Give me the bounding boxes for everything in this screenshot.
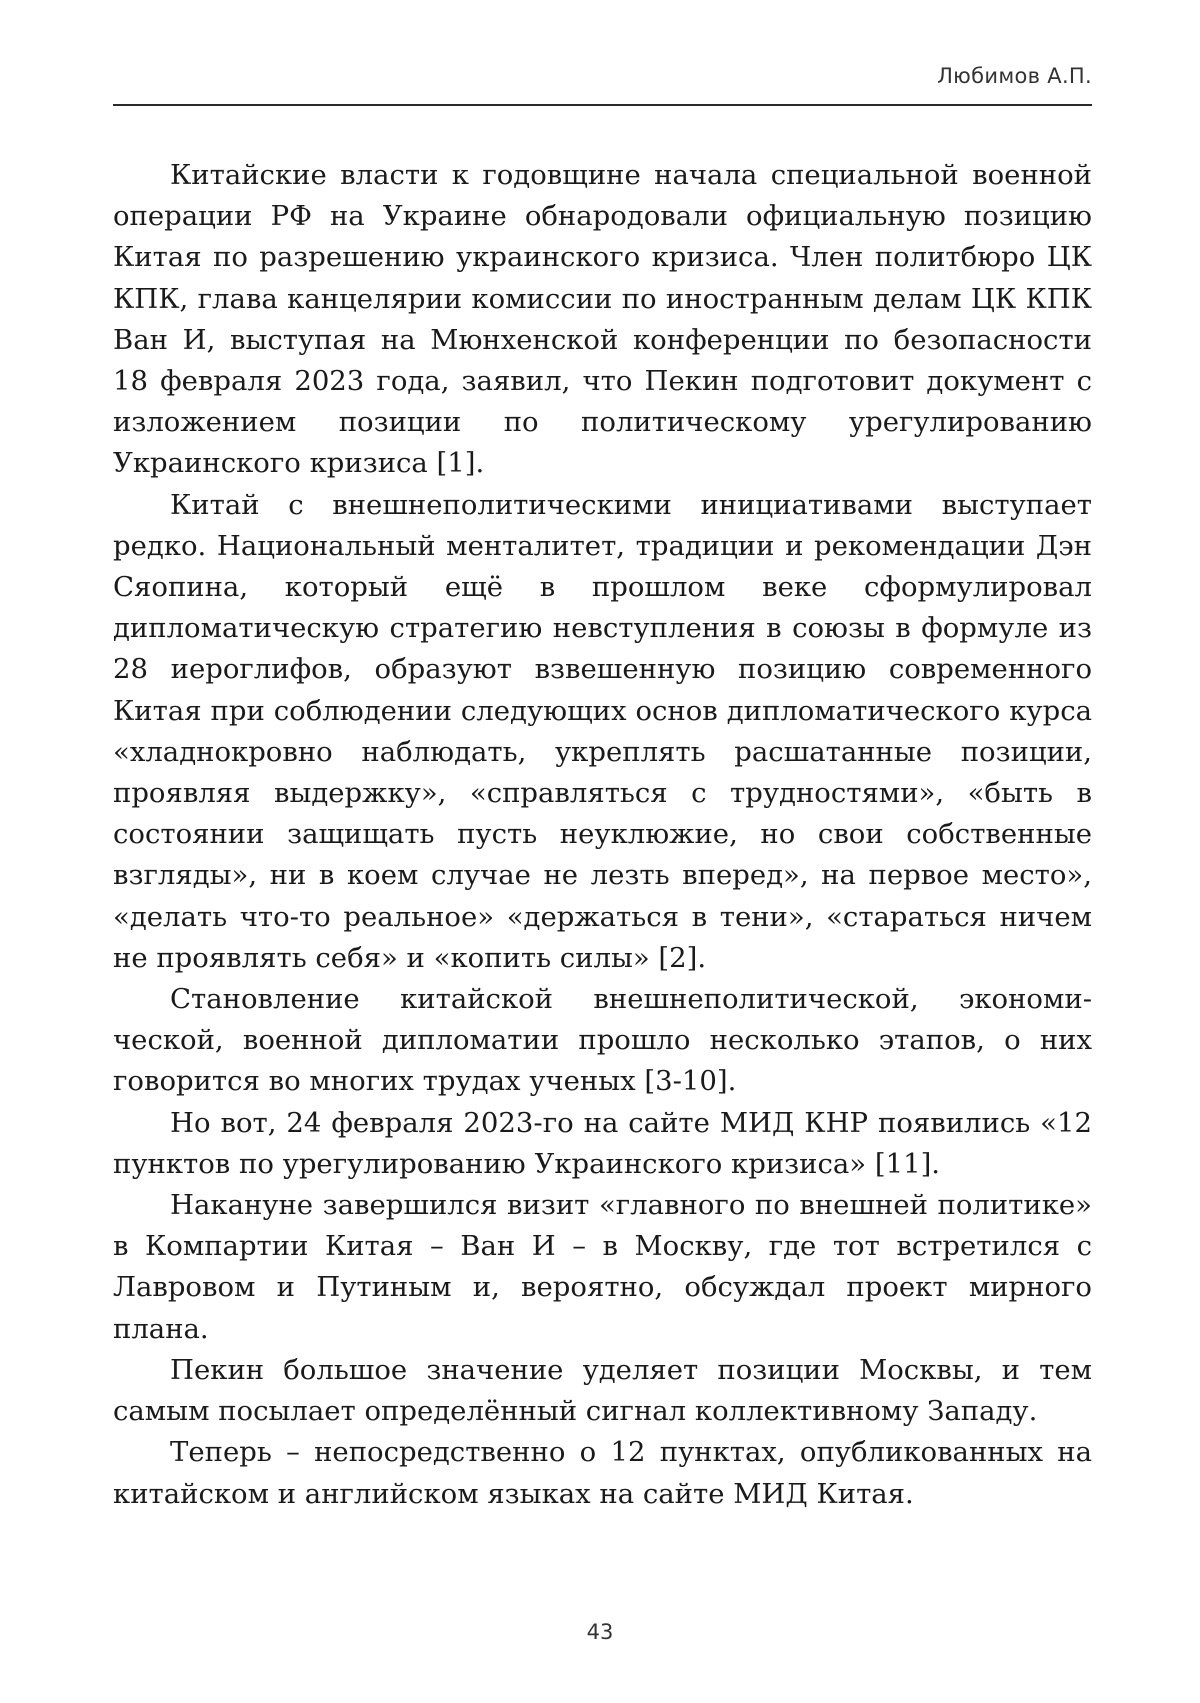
page-number: 43 — [586, 1620, 614, 1644]
paragraph: Но вот, 24 февраля 2023-го на сайте МИД КНР появились «12 пунктов по урегулированию Украинского кризиса» [11]. — [113, 1106, 1092, 1180]
paragraph: Становление китайской внешнеполитической, экономической, военной дипломатии прошло несколько этапов, о них говорится во многих трудах ученых [3-10]. — [113, 983, 1092, 1098]
paragraph: Пекин большое значение уделяет позиции Москвы, и тем самым посылает определённый сигнал коллективному Западу. — [113, 1353, 1092, 1428]
header-divider — [113, 104, 1092, 106]
paragraph: Китайские власти к годовщине начала специальной военной операции РФ на Украине обнародовали официальную позицию Китая по разрешению украинского кризиса. Член политбюро ЦК КПК, глава канцелярии комиссии по иностранным делам ЦК КПК Ван И, выступая на Мюнхенской конференции по безопасности 18 февраля 2023 года, заявил, что Пекин подготовит документ с изложением позиции по политическому урегулированию Украинского кризиса [1]. — [113, 159, 1092, 480]
paragraph: Китай с внешнеполитическими инициативами выступает редко. Национальный менталитет, традиции и рекомендации Дэн Сяопина, который ещё в прошлом веке сформулировал дипломатическую стратегию невступления в союзы в формуле из 28 иероглифов, образуют взвешенную позицию современного Китая при соблюдении следующих основ дипломатического курса «хладнокровно наблюдать, укреплять расшатанные позиции, проявляя выдержку», «справляться с трудностями», «быть в состоянии защищать пусть неуклюжие, но свои собственные взгляды», ни в коем случае не лезть вперед», на первое место», «делать что-то реальное» «держаться в тени», «стараться ничем не проявлять себя» и «копить силы» [2]. — [113, 488, 1092, 974]
main-text — [113, 155, 1092, 1515]
paragraph: Теперь – непосредственно о 12 пунктах, опубликованных на китайском и английском языках на сайте МИД Китая. — [113, 1436, 1092, 1510]
paragraph: Накануне завершился визит «главного по внешней политике» в Компартии Китая – Ван И – в Москву, где тот встретился с Лавровом и Путиным и, вероятно, обсуждал проект мирного плана. — [113, 1189, 1092, 1345]
running-header-author: Любимов А.П. — [937, 64, 1092, 88]
